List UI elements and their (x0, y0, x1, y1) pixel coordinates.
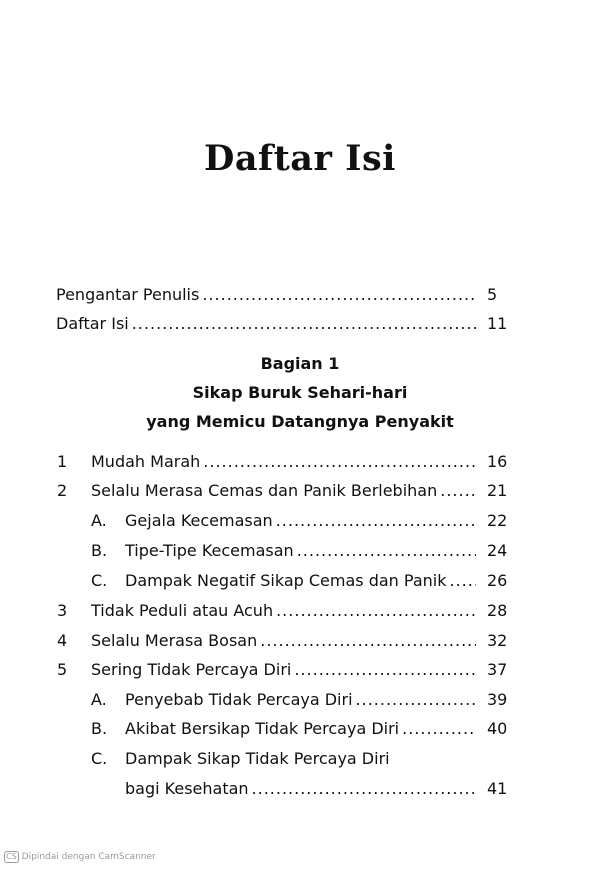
toc-subentry-2b (0, 539, 600, 563)
toc-chapter-4 (0, 629, 600, 653)
toc-entry-page: 37 (487, 660, 508, 679)
dot-leader (132, 312, 476, 336)
toc-subentry-letter: B. (91, 541, 108, 560)
toc-entry-title: Selalu Merasa Bosan (91, 631, 258, 650)
watermark-text: Dipindai dengan CamScanner (21, 852, 156, 862)
toc-subentry-5c-continued (0, 777, 600, 801)
toc-entry-pengantar-penulis (0, 283, 600, 307)
toc-entry-title: Penyebab Tidak Percaya Diri (125, 690, 353, 709)
camscanner-logo-icon: CS (6, 852, 17, 861)
dot-leader (356, 688, 476, 712)
toc-entry-title: Daftar Isi (56, 314, 129, 333)
toc-chapter-2 (0, 479, 600, 503)
page-title: Daftar Isi (204, 138, 396, 179)
toc-entry-page: 11 (487, 314, 508, 333)
toc-chapter-number: 3 (57, 601, 68, 620)
dot-leader (276, 599, 476, 623)
toc-subentry-letter: B. (91, 719, 108, 738)
section-part-label: Bagian 1 (260, 354, 340, 373)
toc-subentry-letter: C. (91, 571, 108, 590)
toc-entry-title: Selalu Merasa Cemas dan Panik Berlebihan (91, 481, 438, 500)
toc-entry-page: 39 (487, 690, 508, 709)
toc-subentry-5c (0, 747, 600, 771)
toc-entry-page: 24 (487, 541, 508, 560)
toc-entry-title: Sering Tidak Percaya Diri (91, 660, 292, 679)
toc-entry-page: 22 (487, 511, 508, 530)
toc-chapter-number: 5 (57, 660, 68, 679)
toc-subentry-2c (0, 569, 600, 593)
dot-leader (252, 777, 476, 801)
toc-subentry-2a (0, 509, 600, 533)
section-subtitle-line2: yang Memicu Datangnya Penyakit (146, 412, 454, 431)
toc-entry-daftar-isi (0, 312, 600, 336)
dot-leader (260, 629, 476, 653)
scanner-watermark (4, 851, 156, 863)
toc-entry-title: bagi Kesehatan (125, 779, 249, 798)
toc-subentry-letter: A. (91, 511, 107, 530)
toc-entry-page: 40 (487, 719, 508, 738)
toc-chapter-number: 2 (57, 481, 68, 500)
toc-subentry-5b (0, 717, 600, 741)
toc-entry-title: Akibat Bersikap Tidak Percaya Diri (125, 719, 400, 738)
toc-entry-title: Dampak Sikap Tidak Percaya Diri (125, 749, 390, 768)
toc-entry-page: 32 (487, 631, 508, 650)
toc-entry-page: 26 (487, 571, 508, 590)
toc-subentry-letter: C. (91, 749, 108, 768)
dot-leader (202, 283, 476, 307)
toc-entry-title: Mudah Marah (91, 452, 201, 471)
toc-entry-page: 21 (487, 481, 508, 500)
dot-leader (276, 509, 476, 533)
toc-entry-title: Dampak Negatif Sikap Cemas dan Panik (125, 571, 447, 590)
toc-entry-title: Pengantar Penulis (56, 285, 200, 304)
dot-leader (449, 569, 476, 593)
toc-entry-title: Tidak Peduli atau Acuh (91, 601, 274, 620)
dot-leader (203, 450, 476, 474)
toc-chapter-3 (0, 599, 600, 623)
toc-entry-page: 28 (487, 601, 508, 620)
toc-chapter-number: 1 (57, 452, 68, 471)
toc-chapter-5 (0, 658, 600, 682)
toc-entry-page: 5 (487, 285, 498, 304)
dot-leader (294, 658, 476, 682)
toc-entry-page: 16 (487, 452, 508, 471)
section-subtitle-line1: Sikap Buruk Sehari-hari (192, 383, 408, 402)
toc-entry-title: Tipe-Tipe Kecemasan (125, 541, 294, 560)
dot-leader (297, 539, 476, 563)
toc-chapter-number: 4 (57, 631, 68, 650)
toc-subentry-letter: A. (91, 690, 107, 709)
toc-subentry-5a (0, 688, 600, 712)
dot-leader (402, 717, 476, 741)
toc-entry-title: Gejala Kecemasan (125, 511, 273, 530)
dot-leader (440, 479, 476, 503)
toc-entry-page: 41 (487, 779, 508, 798)
toc-chapter-1 (0, 450, 600, 474)
